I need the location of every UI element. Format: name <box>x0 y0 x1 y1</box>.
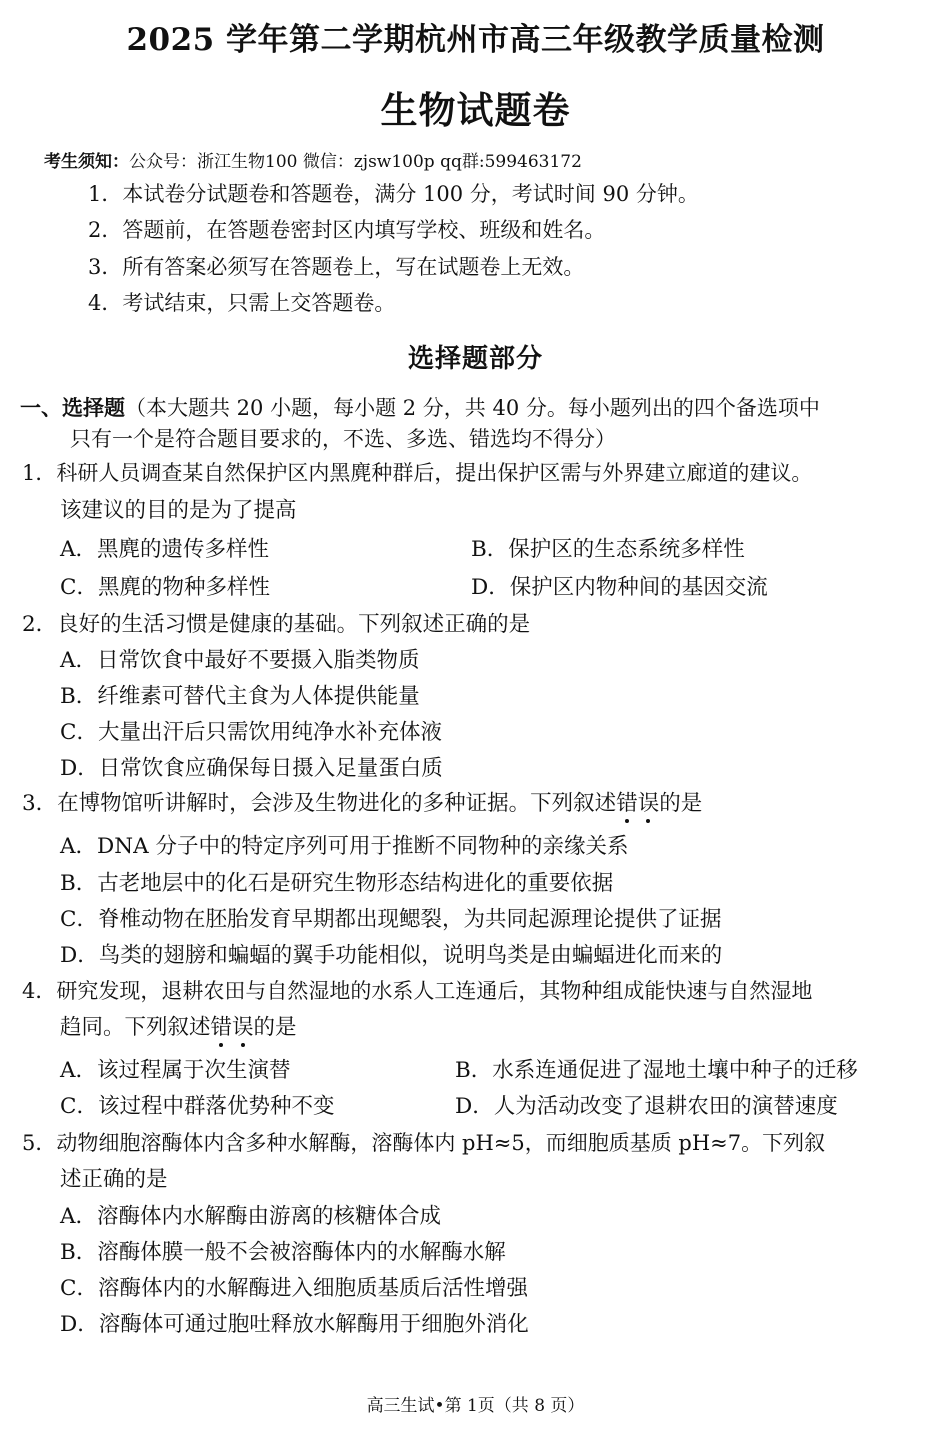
question-3-stem-end: 的是 <box>659 791 703 816</box>
question-4-option-c: C．该过程中群落优势种不变 <box>60 1094 335 1119</box>
question-2-option-c: C．大量出汗后只需饮用纯净水补充体液 <box>60 720 442 745</box>
question-1-option-d: D．保护区内物种间的基因交流 <box>471 575 768 600</box>
exam-notice-header <box>44 147 582 172</box>
question-1-option-c: C．黑麂的物种多样性 <box>60 575 270 600</box>
question-5-stem: 5．动物细胞溶酶体内含多种水解酶，溶酶体内 pH≈5，而细胞质基质 pH≈7。下列叙 <box>22 1131 826 1155</box>
question-4-stem-cont <box>60 1010 297 1041</box>
question-5-stem-cont: 述正确的是 <box>60 1167 168 1192</box>
part-name: 选择题 <box>62 395 125 420</box>
notice-label: 考生须知： <box>44 152 129 172</box>
notice-rule-1: 1．本试卷分试题卷和答题卷，满分 100 分，考试时间 90 分钟。 <box>88 182 699 206</box>
notice-rule-4: 4．考试结束，只需上交答题卷。 <box>88 291 396 315</box>
question-1-option-a: A．黑麂的遗传多样性 <box>60 537 270 562</box>
question-3-stem <box>22 786 702 817</box>
question-5-option-a: A．溶酶体内水解酶由游离的核糖体合成 <box>60 1204 442 1229</box>
question-3-option-d: D．鸟类的翅膀和蝙蝠的翼手功能相似，说明鸟类是由蝙蝠进化而来的 <box>60 943 723 968</box>
emphasis-mark: 错 <box>211 1010 233 1041</box>
question-3-option-c: C．脊椎动物在胚胎发育早期都出现鳃裂，为共同起源理论提供了证据 <box>60 907 722 932</box>
question-5-option-b: B．溶酶体膜一般不会被溶酶体内的水解酶水解 <box>60 1240 506 1265</box>
emphasis-mark: 误 <box>638 786 660 817</box>
part-heading <box>20 392 820 422</box>
question-5-option-d: D．溶酶体可通过胞吐释放水解酶用于细胞外消化 <box>60 1312 529 1337</box>
part-prefix: 一、 <box>20 395 62 420</box>
question-4-stem: 4．研究发现，退耕农田与自然湿地的水系人工连通后，其物种组成能快速与自然湿地 <box>22 979 813 1003</box>
question-3-option-b: B．古老地层中的化石是研究生物形态结构进化的重要依据 <box>60 871 614 896</box>
part-description-cont: 只有一个是符合题目要求的，不选、多选、错选均不得分） <box>70 427 616 451</box>
question-3-stem-text: 3．在博物馆听讲解时，会涉及生物进化的多种证据。下列叙述 <box>22 791 617 816</box>
question-2-option-a: A．日常饮食中最好不要摄入脂类物质 <box>60 648 420 673</box>
exam-title: 2025 学年第二学期杭州市高三年级教学质量检测 <box>126 22 825 58</box>
question-4-stem-end: 的是 <box>253 1015 297 1040</box>
question-3-option-a: A．DNA 分子中的特定序列可用于推断不同物种的亲缘关系 <box>60 834 629 859</box>
question-1-option-b: B．保护区的生态系统多样性 <box>471 537 745 562</box>
question-2-option-b: B．纤维素可替代主食为人体提供能量 <box>60 684 420 709</box>
emphasis-mark: 误 <box>232 1010 254 1041</box>
page-footer: 高三生试•第 1页（共 8 页） <box>366 1396 585 1416</box>
notice-rule-3: 3．所有答案必须写在答题卷上，写在试题卷上无效。 <box>88 255 585 279</box>
notice-contact: 公众号：浙江生物100 微信：zjsw100p qq群:599463172 <box>129 152 582 172</box>
part-description: （本大题共 20 小题，每小题 2 分，共 40 分。每小题列出的四个备选项中 <box>125 396 820 420</box>
question-5-option-c: C．溶酶体内的水解酶进入细胞质基质后活性增强 <box>60 1276 528 1301</box>
question-1-stem: 1．科研人员调查某自然保护区内黑麂种群后，提出保护区需与外界建立廊道的建议。 <box>22 461 813 485</box>
question-2-option-d: D．日常饮食应确保每日摄入足量蛋白质 <box>60 756 443 781</box>
question-4-stem-text: 趋同。下列叙述 <box>60 1015 211 1040</box>
emphasis-mark: 错 <box>616 786 638 817</box>
section-title: 选择题部分 <box>407 344 543 374</box>
question-4-option-d: D．人为活动改变了退耕农田的演替速度 <box>455 1094 838 1119</box>
question-4-option-a: A．该过程属于次生演替 <box>60 1058 291 1083</box>
question-4-option-b: B．水系连通促进了湿地土壤中种子的迁移 <box>455 1058 858 1083</box>
question-2-stem: 2．良好的生活习惯是健康的基础。下列叙述正确的是 <box>22 612 531 637</box>
paper-subtitle: 生物试题卷 <box>380 88 571 132</box>
notice-rule-2: 2．答题前，在答题卷密封区内填写学校、班级和姓名。 <box>88 218 606 242</box>
question-1-stem-cont: 该建议的目的是为了提高 <box>60 498 297 523</box>
